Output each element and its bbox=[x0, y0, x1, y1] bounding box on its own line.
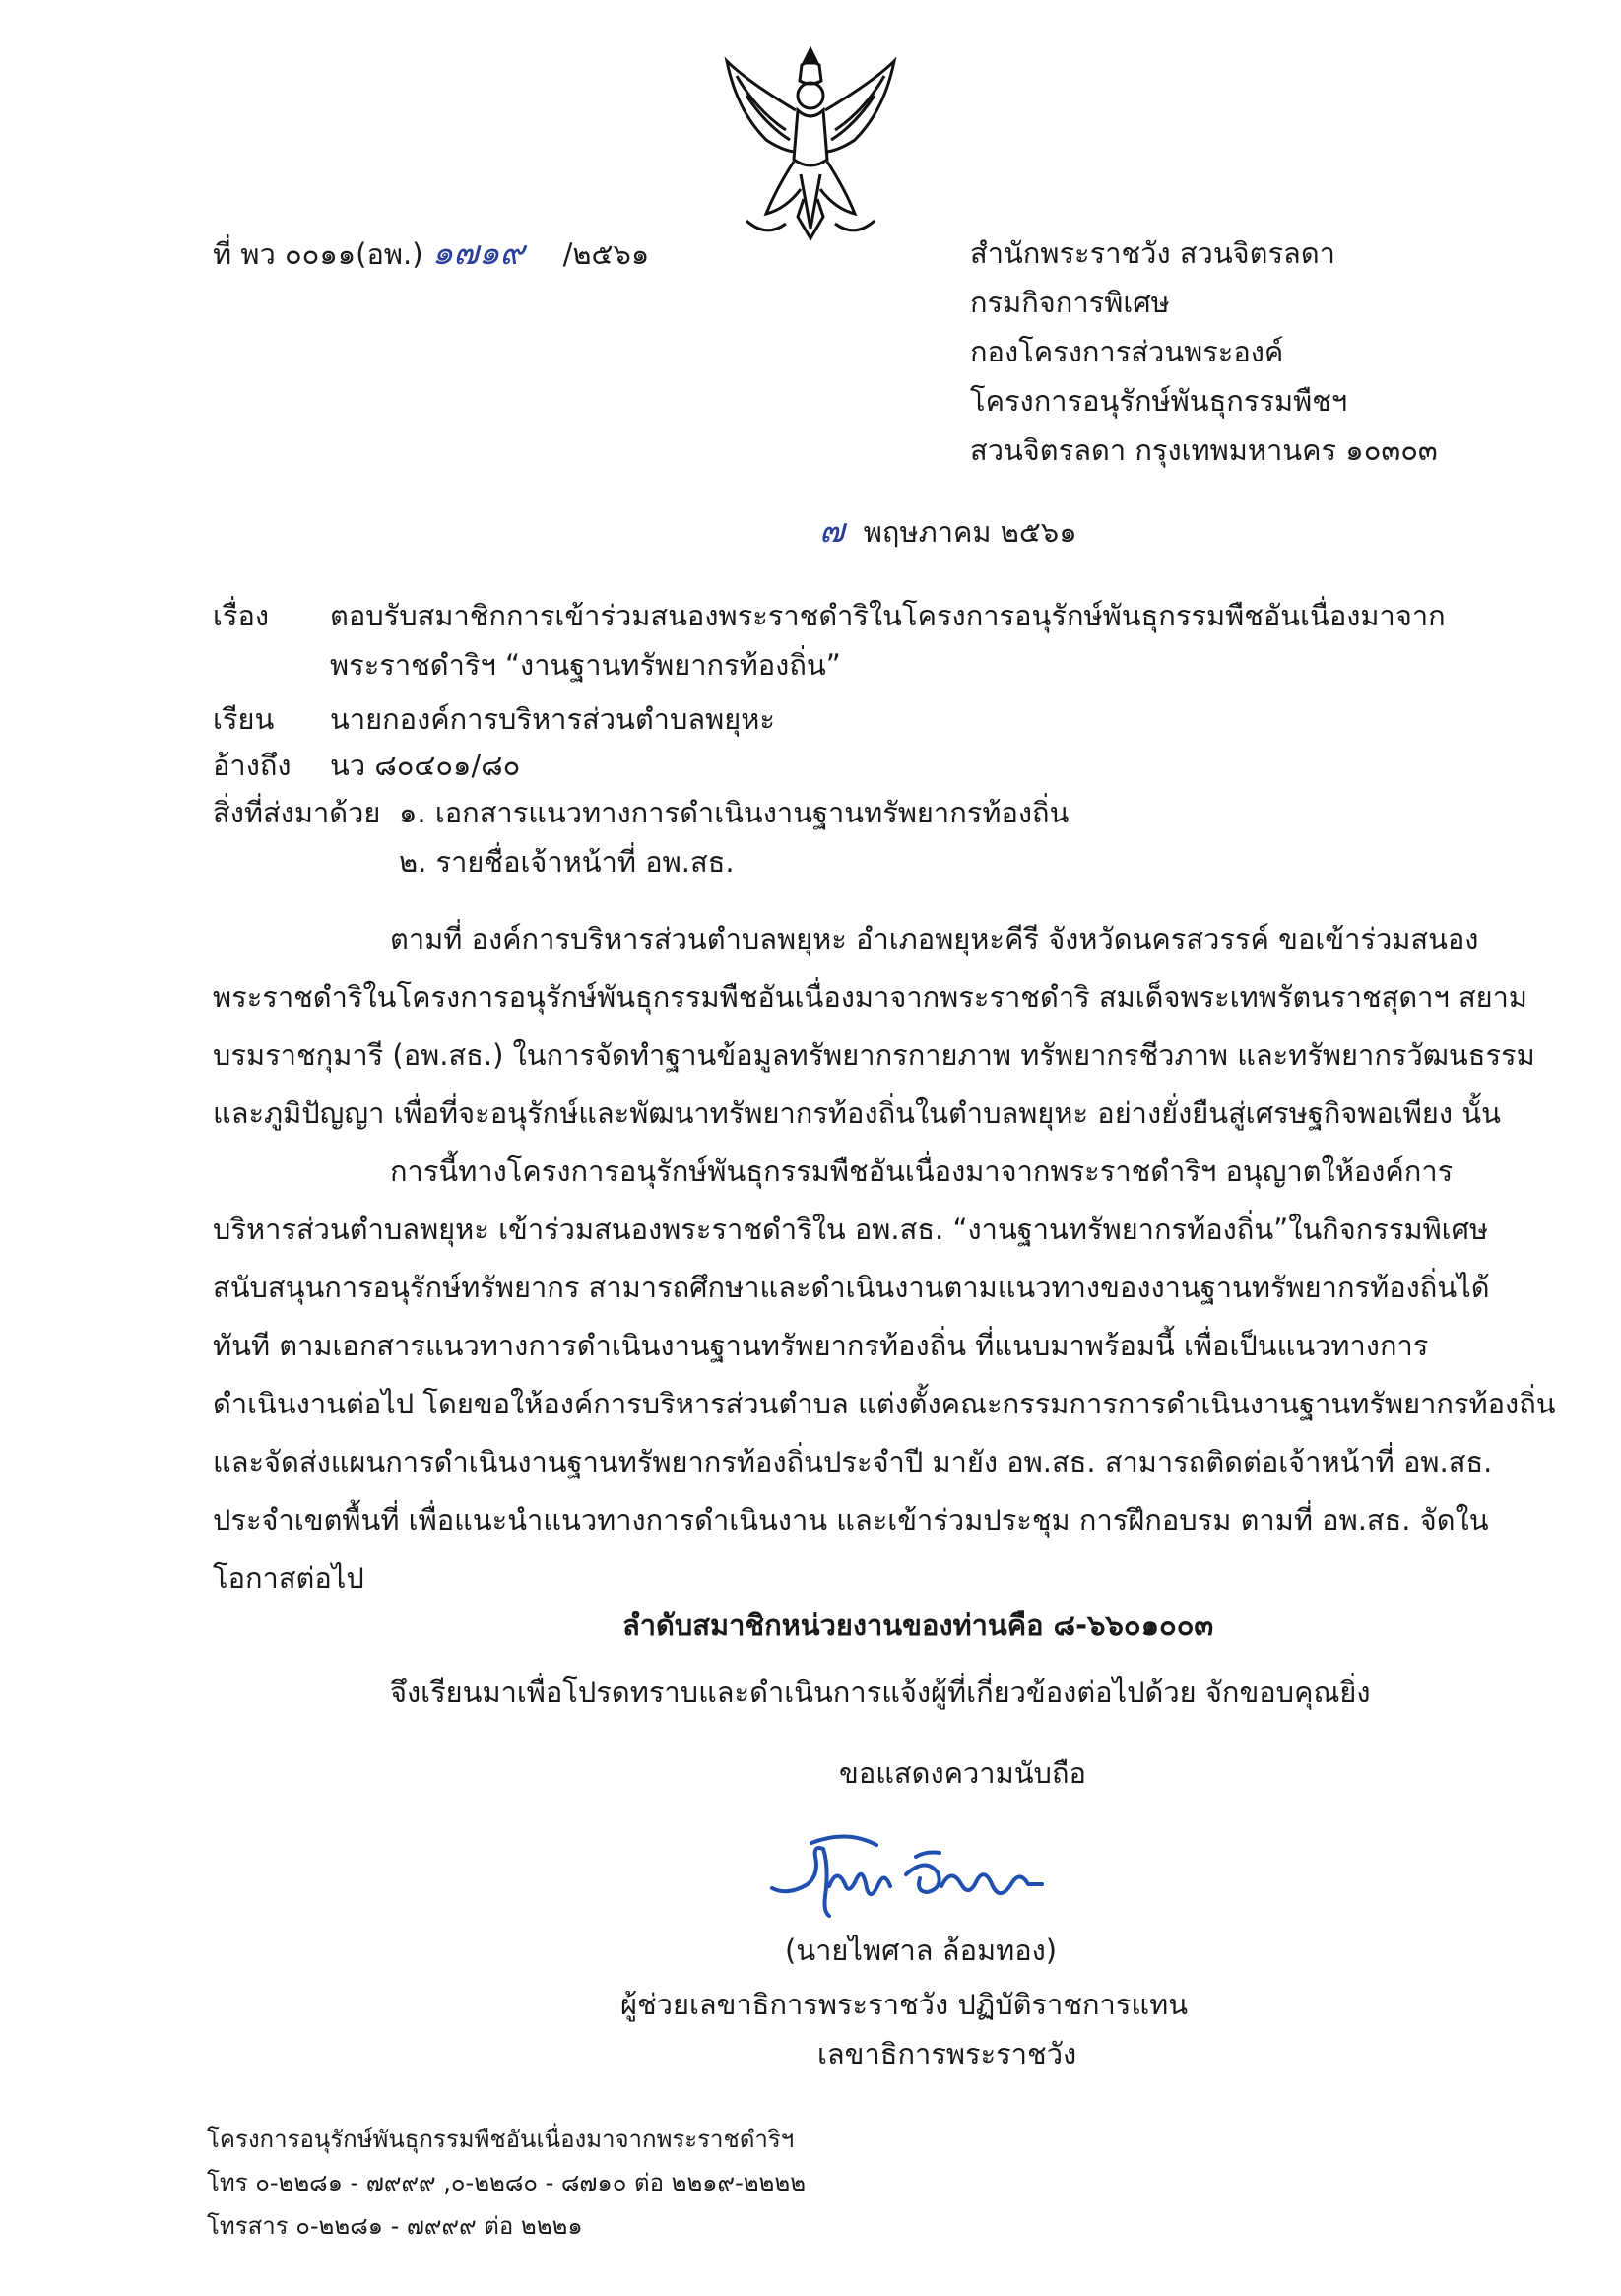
regards: ขอแสดงความนับถือ bbox=[839, 1756, 1086, 1790]
ref-prefix: ที่ พว ๐๐๑๑(อพ.) bbox=[213, 237, 423, 271]
paragraph-line: บริหารส่วนตำบลพยุหะ เข้าร่วมสนองพระราชดำริใน อพ.สธ. “งานฐานทรัพยากรท้องถิ่น”ในกิจกรรมพิเศษ bbox=[213, 1213, 1489, 1246]
member-number: ลำดับสมาชิกหน่วยงานของท่านคือ ๘-๖๖๐๑๐๐๓ bbox=[622, 1608, 1214, 1642]
signatory-name: (นายไพศาล ล้อมทอง) bbox=[785, 1934, 1058, 1967]
ref-year: /๒๕๖๑ bbox=[562, 237, 650, 271]
signatory-position: เลขาธิการพระราชวัง bbox=[817, 2037, 1077, 2070]
paragraph-line: โอกาสต่อไป bbox=[213, 1561, 364, 1595]
to-label: เรียน bbox=[213, 702, 275, 736]
paragraph-line: ตามที่ องค์การบริหารส่วนตำบลพยุหะ อำเภอพยุหะคีรี จังหวัดนครสวรรค์ ขอเข้าร่วมสนอง bbox=[390, 922, 1479, 955]
sender-line: สำนักพระราชวัง สวนจิตรลดา bbox=[970, 236, 1335, 270]
letter-date bbox=[819, 506, 1077, 557]
subject-label: เรื่อง bbox=[213, 599, 270, 632]
paragraph-line: และจัดส่งแผนการดำเนินงานฐานทรัพยากรท้องถิ่นประจำปี มายัง อพ.สธ. สามารถติดต่อเจ้าหน้าที่ อพ.สธ. bbox=[213, 1445, 1493, 1478]
ref-handwritten: ๑๗๑๙ bbox=[431, 233, 525, 273]
paragraph-line: สนับสนุนการอนุรักษ์ทรัพยากร สามารถศึกษาและดำเนินงานตามแนวทางของงานฐานทรัพยากรท้องถิ่นได้ bbox=[213, 1271, 1490, 1304]
sender-line: กองโครงการส่วนพระองค์ bbox=[970, 335, 1284, 368]
body-paragraph-1 bbox=[213, 910, 1535, 1143]
garuda-emblem-icon bbox=[707, 41, 914, 248]
body-paragraph-2 bbox=[213, 1143, 1556, 1607]
sender-line: กรมกิจการพิเศษ bbox=[970, 286, 1170, 319]
paragraph-line: การนี้ทางโครงการอนุรักษ์พันธุกรรมพืชอันเนื่องมาจากพระราชดำริฯ อนุญาตให้องค์การ bbox=[390, 1154, 1454, 1188]
sender-address bbox=[970, 229, 1438, 475]
date-day: ๗ bbox=[819, 511, 845, 551]
footer bbox=[207, 2118, 806, 2248]
signatory-position: ผู้ช่วยเลขาธิการพระราชวัง ปฏิบัติราชการแทน bbox=[620, 1988, 1189, 2021]
paragraph-line: บรมราชกุมารี (อพ.สธ.) ในการจัดทำฐานข้อมูลทรัพยากรกายภาพ ทรัพยากรชีวภาพ และทรัพยากรวัฒนธรรม bbox=[213, 1038, 1535, 1072]
sender-line: โครงการอนุรักษ์พันธุกรรมพืชฯ bbox=[970, 384, 1348, 418]
footer-org: โครงการอนุรักษ์พันธุกรรมพืชอันเนื่องมาจากพระราชดำริฯ bbox=[207, 2126, 795, 2153]
paragraph-line: ทันที ตามเอกสารแนวทางการดำเนินงานฐานทรัพยากรท้องถิ่น ที่แนบมาพร้อมนี้ เพื่อเป็นแนวทางการ bbox=[213, 1329, 1429, 1362]
reference-value: นว ๘๐๔๐๑/๘๐ bbox=[330, 749, 521, 782]
enclosure-item: ๒. รายชื่อเจ้าหน้าที่ อพ.สธ. bbox=[399, 845, 735, 879]
reference-number bbox=[213, 229, 649, 279]
reference-label: อ้างถึง bbox=[213, 749, 292, 782]
sender-line: สวนจิตรลดา กรุงเทพมหานคร ๑๐๓๐๓ bbox=[970, 433, 1438, 467]
enclosure-item: ๑. เอกสารแนวทางการดำเนินงานฐานทรัพยากรท้องถิ่น bbox=[399, 796, 1070, 829]
paragraph-line: ดำเนินงานต่อไป โดยขอให้องค์การบริหารส่วนตำบล แต่งตั้งคณะกรรมการการดำเนินงานฐานทรัพยากรท้องถิ่น bbox=[213, 1387, 1556, 1420]
enclosure-label: สิ่งที่ส่งมาด้วย bbox=[213, 796, 381, 829]
date-month-year: พฤษภาคม ๒๕๖๑ bbox=[863, 515, 1077, 549]
subject-line: ตอบรับสมาชิกการเข้าร่วมสนองพระราชดำริในโครงการอนุรักษ์พันธุกรรมพืชอันเนื่องมาจาก bbox=[330, 599, 1446, 632]
closing-line: จึงเรียนมาเพื่อโปรดทราบและดำเนินการแจ้งผู้ที่เกี่ยวข้องต่อไปด้วย จักขอบคุณยิ่ง bbox=[390, 1675, 1371, 1709]
footer-phone: โทร ๐-๒๒๘๑ - ๗๙๙๙ ,๐-๒๒๘๐ - ๘๗๑๐ ต่อ ๒๒๑๙-๒๒๒๒ bbox=[207, 2169, 807, 2197]
handwritten-signature-icon bbox=[768, 1827, 1064, 1926]
to-value: นายกองค์การบริหารส่วนตำบลพยุหะ bbox=[330, 702, 775, 736]
paragraph-line: และภูมิปัญญา เพื่อที่จะอนุรักษ์และพัฒนาทรัพยากรท้องถิ่นในตำบลพยุหะ อย่างยั่งยืนสู่เศรษฐกิจพอเพียง นั้น bbox=[213, 1096, 1501, 1130]
footer-fax: โทรสาร ๐-๒๒๘๑ - ๗๙๙๙ ต่อ ๒๒๒๑ bbox=[207, 2212, 583, 2240]
subject-line: พระราชดำริฯ “งานฐานทรัพยากรท้องถิ่น” bbox=[330, 648, 841, 682]
paragraph-line: ประจำเขตพื้นที่ เพื่อแนะนำแนวทางการดำเนินงาน และเข้าร่วมประชุม การฝึกอบรม ตามที่ อพ.สธ. จัดใน bbox=[213, 1503, 1489, 1537]
paragraph-line: พระราชดำริในโครงการอนุรักษ์พันธุกรรมพืชอันเนื่องมาจากพระราชดำริ สมเด็จพระเทพรัตนราชสุดาฯ สยาม bbox=[213, 980, 1528, 1014]
